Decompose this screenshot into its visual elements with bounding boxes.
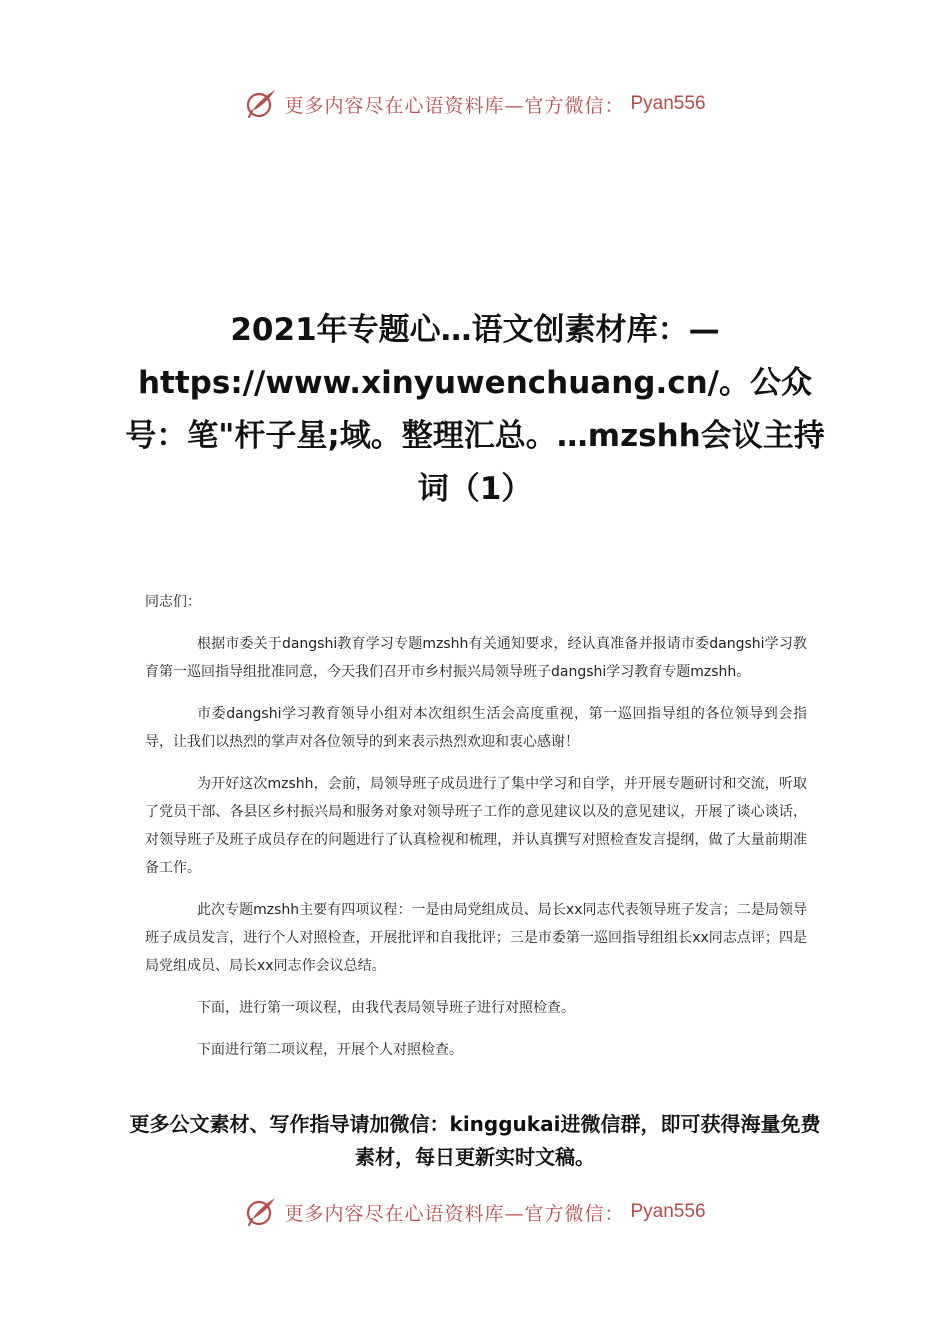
header-banner (0, 84, 950, 124)
quill-logo-icon (244, 87, 278, 121)
footer-wechat-id: Pyan556 (630, 1201, 706, 1222)
paragraph-2: 市委dangshi学习教育领导小组对本次组织生活会高度重视，第一巡回指导组的各位领导到会指导，让我们以热烈的掌声对各位领导的到来表示热烈欢迎和衷心感谢！ (145, 706, 807, 750)
paragraph-3: 为开好这次mzshh，会前，局领导班子成员进行了集中学习和自学，并开展专题研讨和交流，听取了党员干部、各县区乡村振兴局和服务对象对领导班子工作的意见建议以及的意见建议，开展了谈心谈话，对领导班子及班子成员存在的问题进行了认真检视和梳理，并认真撰写对照检查发言提纲，做了大量前期准备工作。 (145, 776, 807, 876)
salutation: 同志们： (145, 594, 201, 610)
document-title: 2021年专题心…语文创素材库：—https://www.xinyuwenchuang.cn/。公众号：笔"杆子星;域。整理汇总。…mzshh会议主持词（1） (125, 312, 825, 507)
header-banner-text: 更多内容尽在心语资料库—官方微信： (284, 94, 625, 117)
header-banner-content (244, 87, 705, 121)
paragraph-1: 根据市委关于dangshi教育学习专题mzshh有关通知要求，经认真准备并报请市委dangshi学习教育第一巡回指导组批准同意，今天我们召开市乡村振兴局领导班子dangshi学习教育专题mzshh。 (145, 636, 807, 680)
paragraph-4: 此次专题mzshh主要有四项议程：一是由局党组成员、局长xx同志代表领导班子发言；二是局领导班子成员发言，进行个人对照检查，开展批评和自我批评；三是市委第一巡回指导组组长xx同志点评；四是局党组成员、局长xx同志作会议总结。 (145, 902, 807, 974)
footer-banner (0, 1192, 950, 1232)
header-wechat-id: Pyan556 (630, 93, 706, 114)
paragraph-5: 下面，进行第一项议程，由我代表局领导班子进行对照检查。 (197, 1000, 575, 1016)
footer-banner-text: 更多内容尽在心语资料库—官方微信： (284, 1202, 625, 1225)
promo-text: 更多公文素材、写作指导请加微信：kinggukai进微信群，即可获得海量免费素材，每日更新实时文稿。 (129, 1112, 821, 1169)
document-body (145, 588, 807, 1078)
paragraph-6: 下面进行第二项议程，开展个人对照检查。 (197, 1042, 463, 1058)
quill-logo-icon (244, 1195, 278, 1229)
footer-banner-content (244, 1195, 705, 1229)
